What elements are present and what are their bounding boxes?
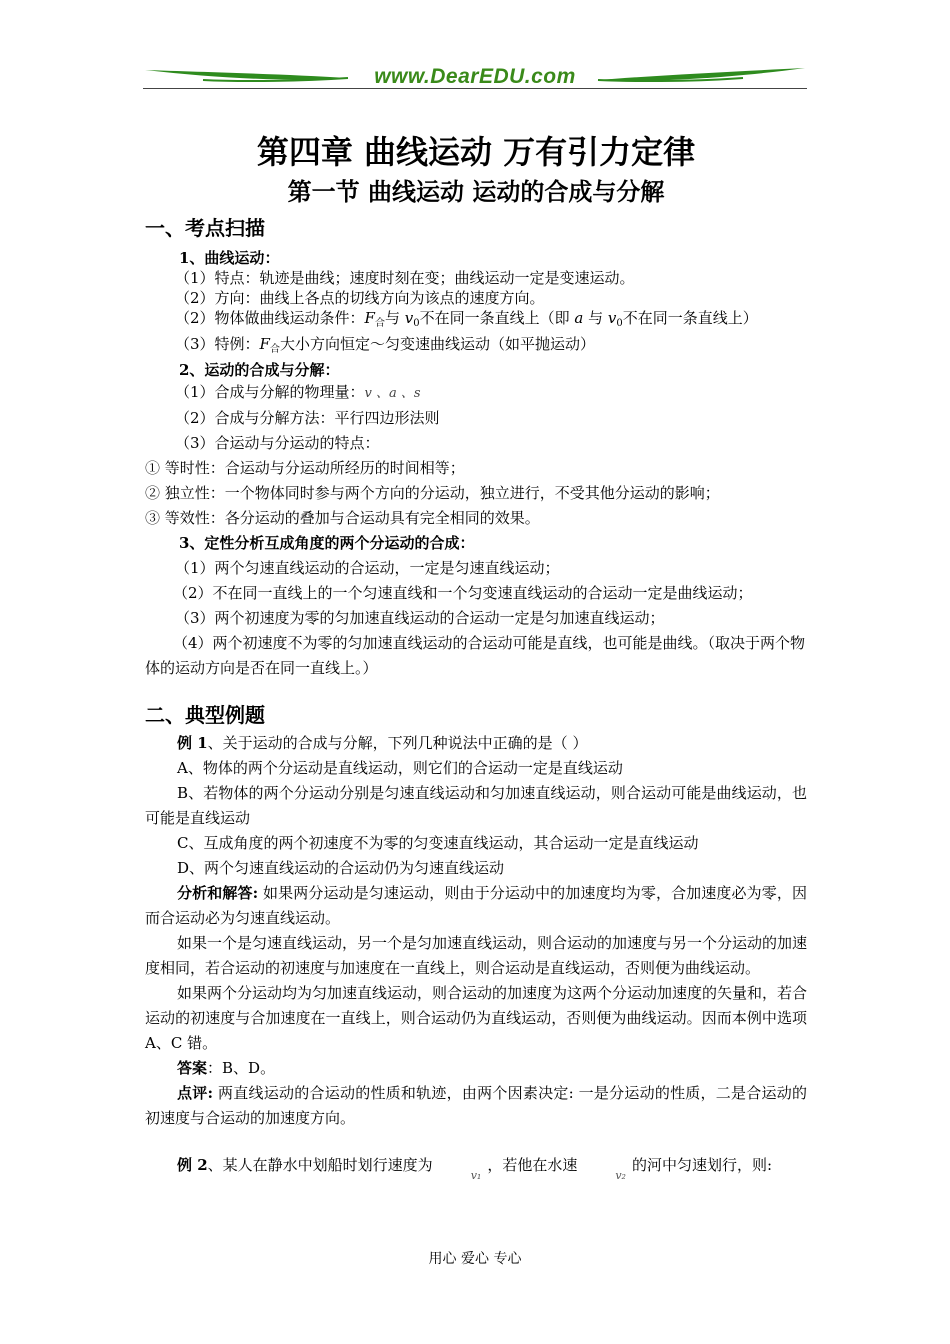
ex1-analysis2: 如果一个是匀速直线运动，另一个是匀加速直线运动，则合运动的加速度与另一个分运动的加速度相同，若合运动的初速度与加速度在一直线上，则合运动是直线运动，否则便为曲线运动。 [145,934,808,977]
point3-block [145,531,807,681]
point1-line3: （2）物体做曲线运动条件：$F_合$与 $v_0$不在同一条直线上（即 a 与 $v_0$不在同一条直线上） [175,309,758,329]
v1-symbol: v₁ [470,1169,482,1182]
ex1-answer: 答案：B、D。 [177,1059,276,1077]
point2-line1: （1）合成与分解的物理量：v 、a 、s [175,383,421,401]
point3-line4: （4）两个初速度不为零的匀加速直线运动的合运动可能是直线，也可能是曲线。（取决于两个物体的运动方向是否在同一直线上。） [145,634,806,677]
header-rule [143,88,807,89]
point3-line2: （2）不在同一直线上的一个匀速直线和一个匀变速直线运动的合运动一定是曲线运动； [173,584,753,602]
point1-line1: （1）特点：轨迹是曲线；速度时刻在变；曲线运动一定是变速运动。 [175,269,635,287]
ex1-analysis3: 如果两个分运动均为匀加速直线运动，则合运动的加速度为这两个分运动加速度的矢量和，若合运动的初速度与合加速度在一直线上，则合运动仍为直线运动，否则便为曲线运动。因而本例中选项 A、C 错。 [145,984,808,1052]
page-header [143,62,807,92]
point1-title: 1、曲线运动： [179,249,280,267]
point2-line3: （3）合运动与分运动的特点： [175,434,380,452]
chapter-title: 第四章 曲线运动 万有引力定律 [256,133,696,171]
section2-heading: 二、典型例题 [145,703,265,727]
ex1-analysis1: 分析和解答: 如果两分运动是匀速运动，则由于分运动中的加速度均为零，合加速度必为零，因而合运动必为匀速直线运动。 [145,884,807,927]
v2-symbol: v₂ [615,1169,626,1182]
point2-line2: （2）合成与分解方法：平行四边形法则 [175,409,440,427]
document-body [145,130,808,1182]
point2-block [145,360,807,531]
ex1-question: 例 1、关于运动的合成与分解，下列几种说法中正确的是（ ） [177,734,588,752]
ex2-question: 例 2、某人在静水中划船时划行速度为v₁，若他在水速v₂的河中匀速划行，则: [145,1153,807,1179]
point1-line4: （3）特例：$F_合$大小方向恒定～匀变速曲线运动（如平抛运动） [175,335,595,355]
point2-char1: ① 等时性：合运动与分运动所经历的时间相等； [145,459,465,477]
point2-char3: ③ 等效性：各分运动的叠加与合运动具有完全相同的效果。 [145,509,540,527]
point3-line3: （3）两个初速度为零的匀加速直线运动的合运动一定是匀加速直线运动； [175,609,665,627]
page-footer: 用心 爱心 专心 [428,1251,522,1267]
point1-block [145,248,807,360]
ex1-option-d: D、两个匀速直线运动的合运动仍为匀速直线运动 [177,859,505,877]
section-title: 第一节 曲线运动 运动的合成与分解 [287,177,665,206]
site-logo-text: www.DearEDU.com [374,65,576,88]
point1-line2: （2）方向：曲线上各点的切线方向为该点的速度方向。 [175,289,545,307]
point2-char2: ② 独立性：一个物体同时参与两个方向的分运动，独立进行，不受其他分运动的影响； [145,484,720,502]
point2-title: 2、运动的合成与分解： [179,361,340,379]
ex1-option-b: B、若物体的两个分运动分别是匀速直线运动和匀加速直线运动，则合运动可能是曲线运动，也可能是直线运动 [145,784,807,827]
example1-block [145,731,807,1131]
ex1-option-c: C、互成角度的两个初速度不为零的匀变速直线运动，其合运动一定是直线运动 [177,834,699,852]
ex1-option-a: A、物体的两个分运动是直线运动，则它们的合运动一定是直线运动 [177,759,623,777]
ex1-comment: 点评: 两直线运动的合运动的性质和轨迹，由两个因素决定: 一是分运动的性质，二是合运动的初速度与合运动的加速度方向。 [145,1084,807,1127]
section1-heading: 一、考点扫描 [145,216,265,240]
point3-line1: （1）两个匀速直线运动的合运动，一定是匀速直线运动； [175,559,560,577]
example2-block [145,1153,807,1182]
point3-title: 3、定性分析互成角度的两个分运动的合成： [179,534,475,552]
